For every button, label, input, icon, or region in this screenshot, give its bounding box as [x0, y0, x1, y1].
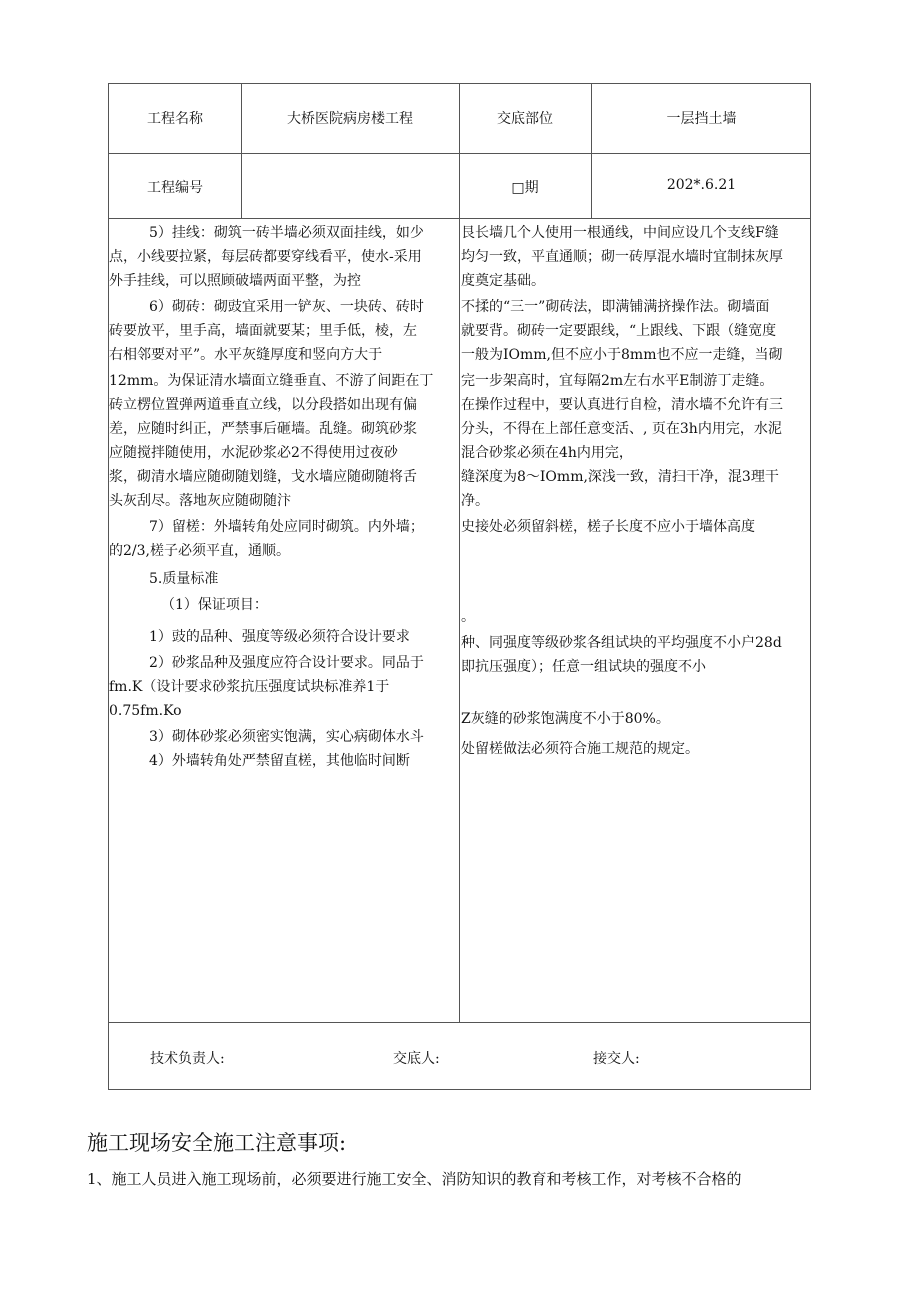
text-line: 均匀一致，平直通顺；砌一砖厚混水墙时宜制抹灰厚 [461, 249, 783, 265]
text-line: Z灰缝的砂浆饱满度不小于80%。 [461, 711, 670, 727]
left-content [109, 221, 459, 1021]
disclosure-table [108, 83, 811, 1090]
text-line: 右相邻要对平”。水平灰缝厚度和竖向方大于 [109, 347, 383, 363]
discloser-label: 交底人: [393, 1051, 440, 1067]
part-label: 交底部位 [497, 111, 553, 127]
tech-lead-label: 技术负责人: [150, 1051, 225, 1067]
project-name-value: 大桥医院病房楼工程 [287, 111, 413, 127]
text-line: 12mm。为保证清水墙面立缝垂直、不游了间距在丁 [109, 373, 434, 389]
part-value: 一层挡土墙 [666, 111, 737, 127]
project-name-label: 工程名称 [147, 111, 203, 127]
text-line: 0.75fm.Ko [109, 703, 182, 719]
text-line: 头灰刮尽。落地灰应随砌随汴 [109, 493, 291, 509]
project-no-label: 工程编号 [147, 180, 203, 196]
text-line: 2）砂浆品种及强度应符合设计要求。同品于 [149, 655, 424, 671]
col-divider [241, 84, 242, 218]
text-line: 差，应随时纠正，严禁事后砸墙。乱缝。砌筑砂浆 [109, 421, 417, 437]
text-line: 分头，不得在上部任意变活、, 页在3h内用完，水泥 [461, 421, 782, 437]
text-line: （1）保证项目： [161, 597, 268, 613]
safety-note-item: 1、施工人员进入施工现场前，必须要进行施工安全、消防知识的教育和考核工作，对考核不合格的 [87, 1170, 742, 1188]
text-line: 外手挂线，可以照顾破墙两面平整，为控 [109, 273, 361, 289]
text-line: 就要背。砌砖一定要跟线，“上跟线、下跟（缝宽度 [461, 323, 777, 339]
text-line: 砖立楞位置弹两道垂直立线，以分段搭如出现有偏 [109, 397, 417, 413]
right-content [461, 221, 811, 1021]
text-line: 不揉的“三一”砌砖法，即满铺满挤操作法。砌墙面 [461, 299, 770, 315]
text-line: 点，小线要拉紧，每层砖都要穿线看平，使水-采用 [109, 249, 422, 265]
col-divider [591, 84, 592, 218]
text-line: 3）砌体砂浆必须密实饱满，实心病砌体水斗 [149, 729, 424, 745]
text-line: 的2/3,槎子必须平直，通顺。 [109, 543, 290, 559]
text-line: 一般为IOmm,但不应小于8mm也不应一走缝，当砌 [461, 347, 783, 363]
text-line: 7）留槎：外墙转角处应同时砌筑。内外墙； [149, 519, 424, 535]
text-line: 即抗压强度）；任意一组试块的强度不小 [461, 659, 706, 675]
date-value: 202*.6.21 [666, 177, 737, 193]
text-line: 完一步架高时，宜每隔2m左右水平E制游丁走缝。 [461, 373, 774, 389]
text-line: 6）砌砖：砌豉宜采用一铲灰、一块砖、砖时 [149, 299, 424, 315]
text-line: 浆，砌清水墙应随砌随划缝，戈水墙应随砌随将舌 [109, 469, 417, 485]
text-line: 应随搅拌随使用，水泥砂浆必2不得使用过夜砂 [109, 445, 398, 461]
text-line: 度奠定基础。 [461, 273, 545, 289]
col-divider [459, 84, 460, 1022]
text-line: 5）挂线：砌筑一砖半墙必须双面挂线，如少 [149, 225, 424, 241]
text-line: 4）外墙转角处严禁留直槎，其他临时间断 [149, 753, 410, 769]
text-line: 艮长墙几个人使用一根通线，中间应设几个支线F缝 [461, 225, 779, 241]
row-divider [109, 1022, 810, 1023]
text-line: 史接处必须留斜槎，槎子长度不应小于墙体高度 [461, 519, 755, 535]
text-line: 。 [461, 609, 475, 625]
text-line: 混合砂浆必须在4h内用完， [461, 445, 633, 461]
text-line: 缝深度为8～IOmm,深浅一致，清扫干净，混3理干 [461, 469, 779, 485]
text-line: 在操作过程中，要认真进行自检，清水墙不允许有三 [461, 397, 783, 413]
text-line: 净。 [461, 493, 489, 509]
text-line: 5.质量标准 [149, 571, 219, 587]
safety-notes-title: 施工现场安全施工注意事项: [87, 1131, 347, 1155]
text-line: 种、同强度等级砂浆各组试块的平均强度不小户28d [461, 635, 782, 651]
text-line: fm.K（设计要求砂浆抗压强度试块标准养1于 [109, 679, 390, 695]
text-line: 砖要放平，里手高，墙面就要某；里手低，棱，左 [109, 323, 417, 339]
date-label: □期 [511, 180, 539, 196]
text-line: 1）豉的品种、强度等级必须符合设计要求 [149, 629, 410, 645]
receiver-label: 接交人: [593, 1051, 640, 1067]
text-line: 处留槎做法必须符合施工规范的规定。 [461, 741, 699, 757]
